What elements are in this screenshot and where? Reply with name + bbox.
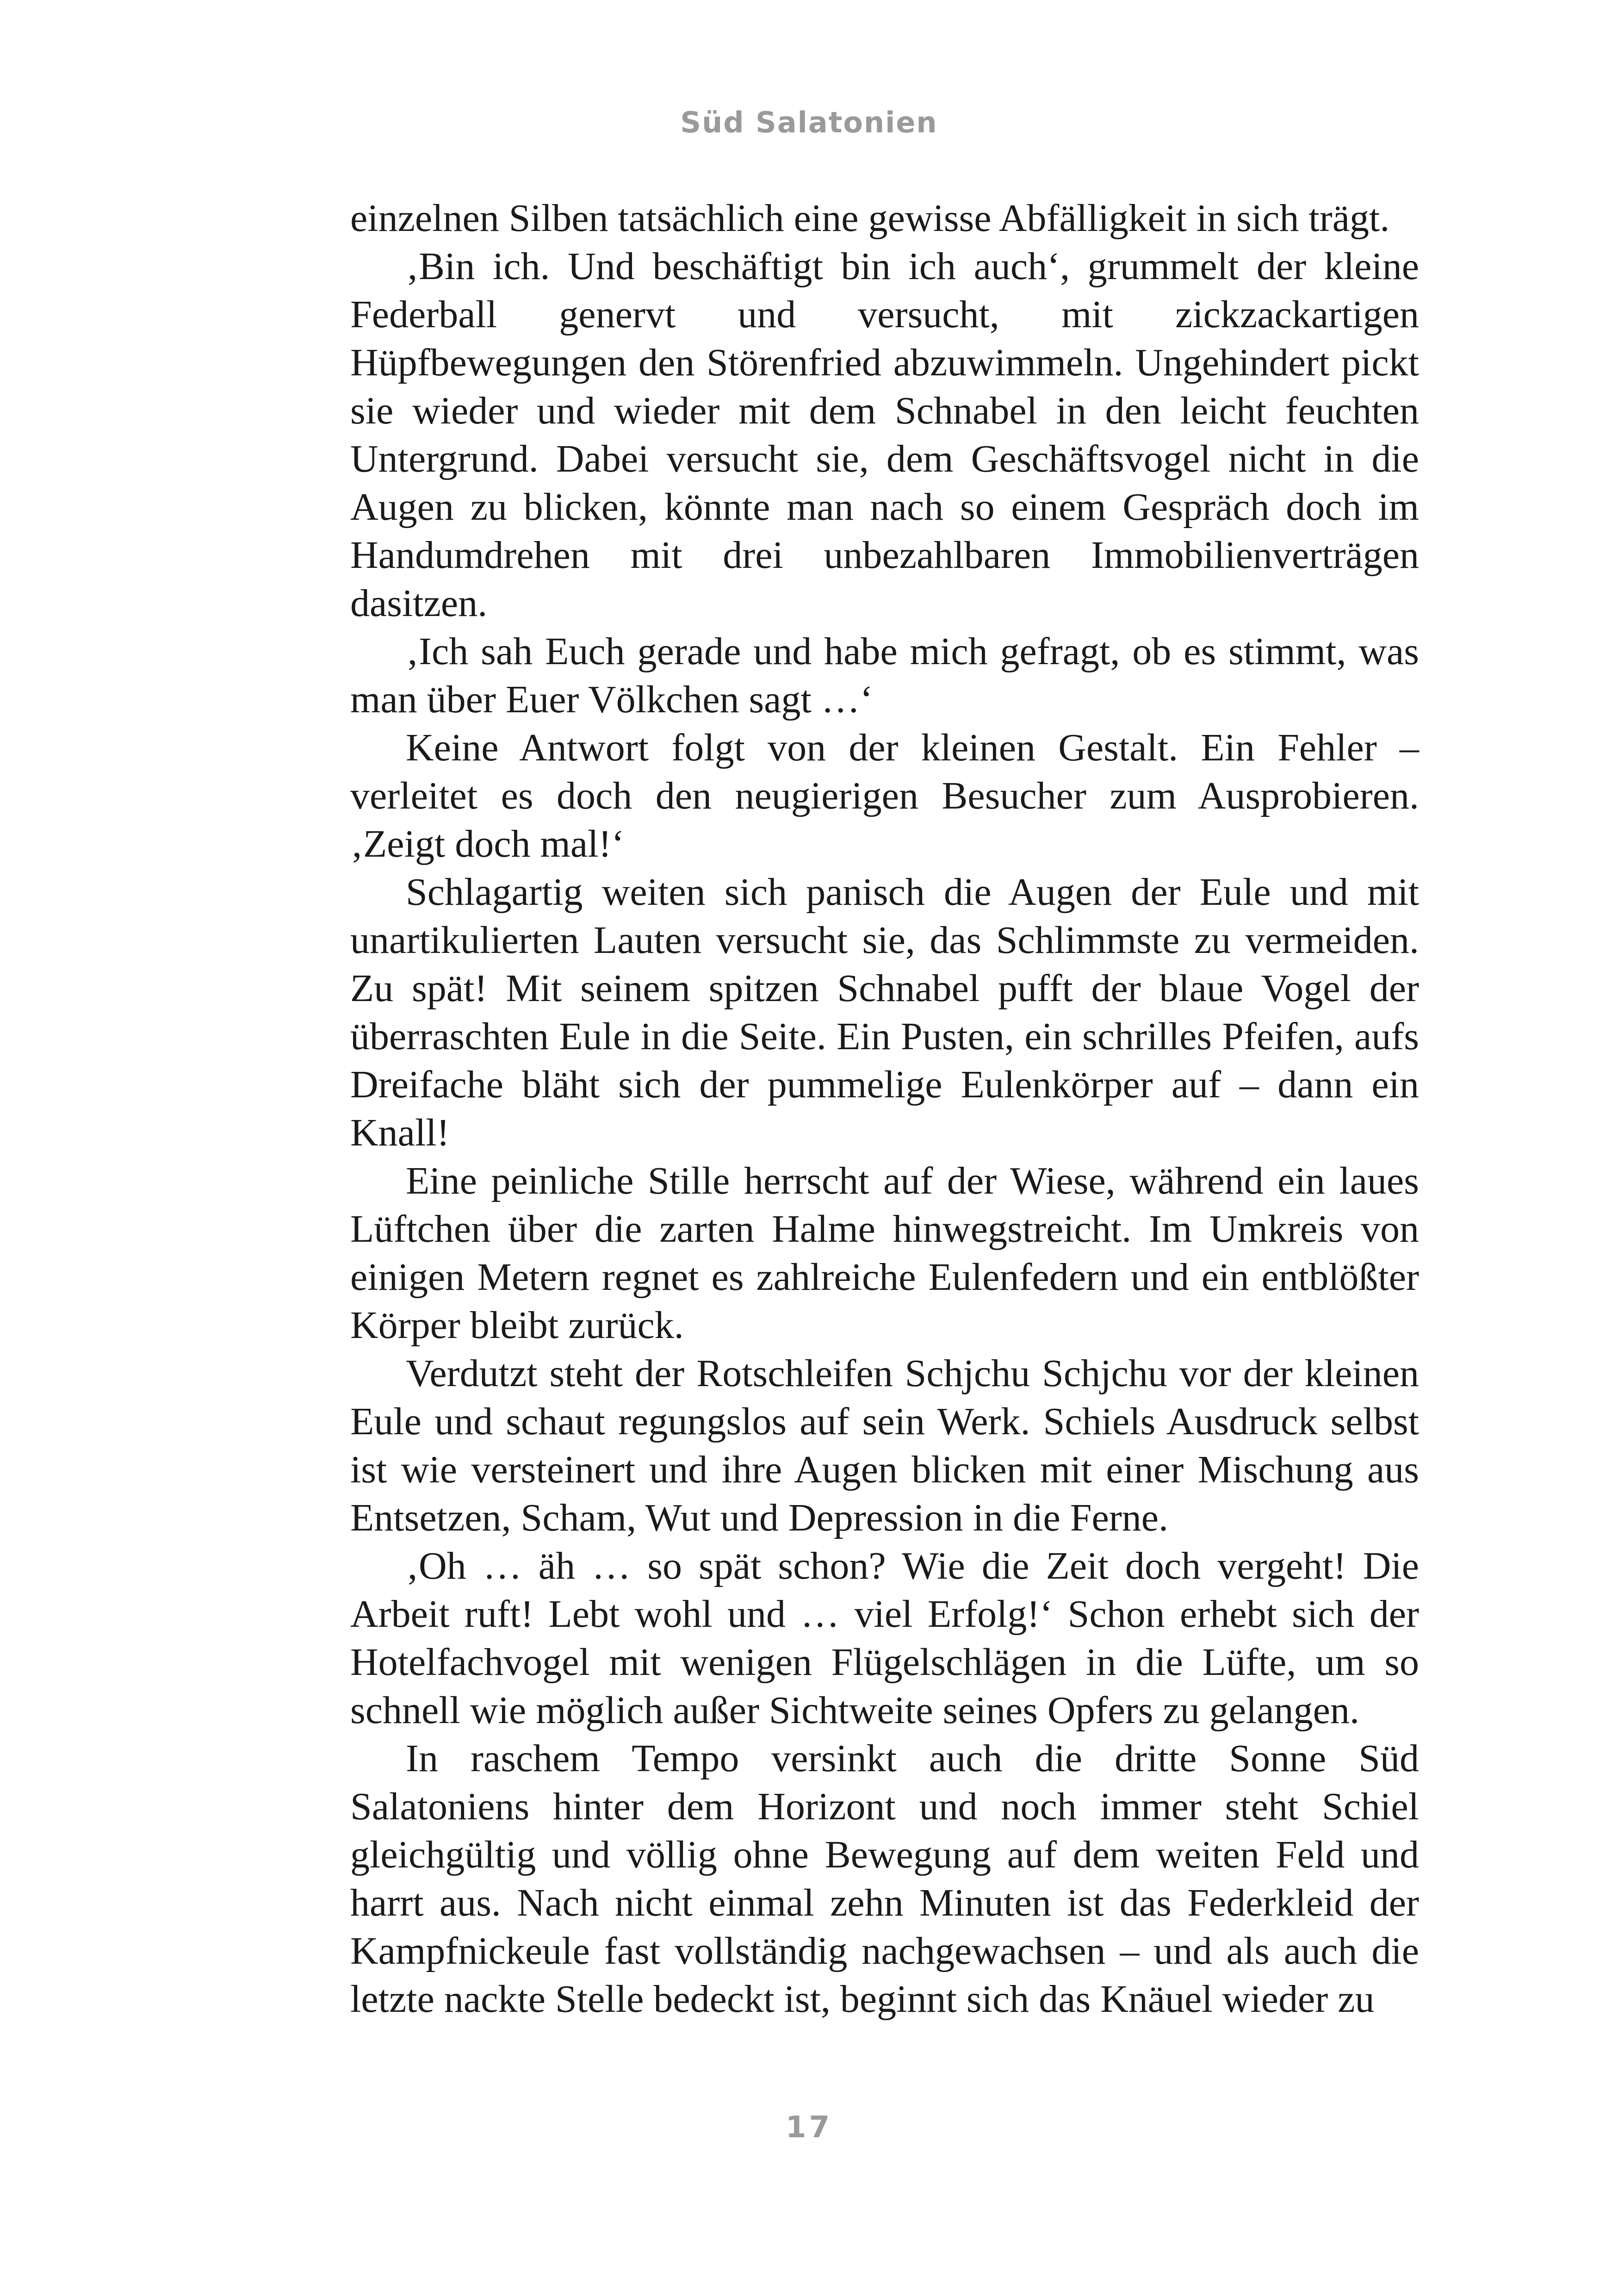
paragraph: Verdutzt steht der Rotschleifen Schjchu Schjchu vor der kleinen Eule und schaut regungslos auf sein Werk. Schiels Ausdruck selbst ist wie versteinert und ihre Augen blicken mit einer Mischung aus Entsetzen, Scham, Wut und Depression in die Ferne.	[350, 1352, 1419, 1539]
paragraph: Keine Antwort folgt von der kleinen Gestalt. Ein Fehler – verleitet es doch den neugierigen Besucher zum Ausprobieren. ‚Zeigt doch mal!‘	[350, 726, 1419, 865]
body-text	[350, 194, 1419, 2023]
page-number: 17	[785, 2110, 833, 2145]
paragraph: Eine peinliche Stille herrscht auf der Wiese, während ein laues Lüftchen über die zarten Halme hinwegstreicht. Im Umkreis von einigen Metern regnet es zahlreiche Eulenfedern und ein entblößter Körper bleibt zurück.	[350, 1159, 1419, 1347]
paragraph: ‚Ich sah Euch gerade und habe mich gefragt, ob es stimmt, was man über Euer Völkchen sagt …‘	[350, 630, 1419, 721]
running-head: Süd Salatonien	[680, 106, 938, 139]
paragraph-continuation: einzelnen Silben tatsächlich eine gewisse Abfälligkeit in sich trägt.	[350, 197, 1390, 240]
paragraph: Schlagartig weiten sich panisch die Augen der Eule und mit unartikulierten Lauten versucht sie, das Schlimmste zu vermeiden. Zu spät! Mit seinem spitzen Schnabel pufft der blaue Vogel der überraschten Eule in die Seite. Ein Pusten, ein schrilles Pfeifen, aufs Dreifache bläht sich der pummelige Eulenkörper auf – dann ein Knall!	[350, 871, 1419, 1154]
paragraph: In raschem Tempo versinkt auch die dritte Sonne Süd Salatoniens hinter dem Horizont und noch immer steht Schiel gleichgültig und völlig ohne Bewegung auf dem weiten Feld und harrt aus. Nach nicht einmal zehn Minuten ist das Federkleid der Kampfnickeule fast vollständig nachgewachsen – und als auch die letzte nackte Stelle bedeckt ist, beginnt sich das Knäuel wieder zu	[350, 1737, 1419, 2021]
paragraph: ‚Bin ich. Und beschäftigt bin ich auch‘, grummelt der kleine Federball genervt und versucht, mit zickzackartigen Hüpfbewegungen den Störenfried abzuwimmeln. Ungehindert pickt sie wieder und wieder mit dem Schnabel in den leicht feuchten Untergrund. Dabei versucht sie, dem Geschäftsvogel nicht in die Augen zu blicken, könnte man nach so einem Gespräch doch im Handumdrehen mit drei unbezahlbaren Immobilienverträgen dasitzen.	[350, 245, 1419, 625]
paragraph: ‚Oh … äh … so spät schon? Wie die Zeit doch vergeht! Die Arbeit ruft! Lebt wohl und … viel Erfolg!‘ Schon erhebt sich der Hotelfachvogel mit wenigen Flügelschlägen in die Lüfte, um so schnell wie möglich außer Sichtweite seines Opfers zu gelangen.	[350, 1544, 1419, 1732]
